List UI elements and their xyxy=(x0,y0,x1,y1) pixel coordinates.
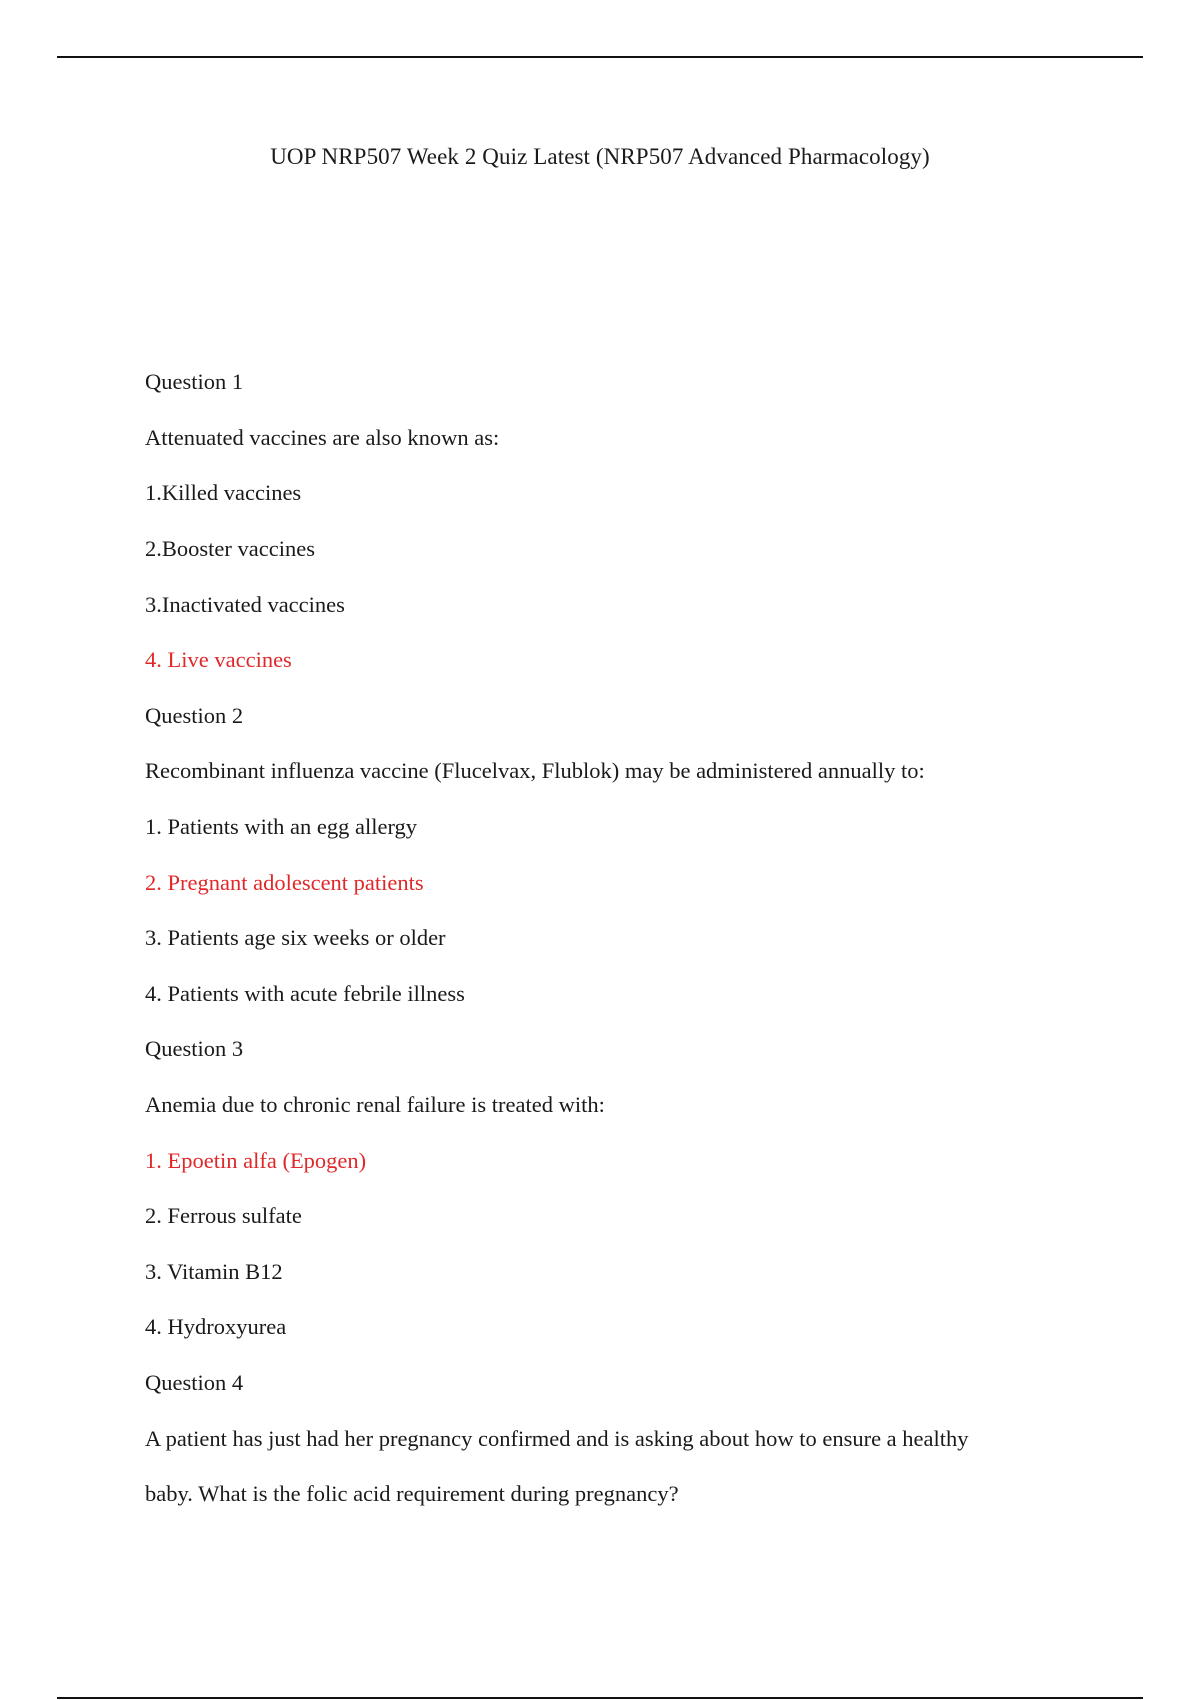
question-2-heading: Question 2 xyxy=(145,703,244,728)
question-2-option-1: 1. Patients with an egg allergy xyxy=(145,814,418,839)
question-3-heading: Question 3 xyxy=(145,1036,244,1061)
question-1-prompt: Attenuated vaccines are also known as: xyxy=(145,425,500,450)
question-3-option-1-answer: 1. Epoetin alfa (Epogen) xyxy=(145,1148,367,1173)
top-rule xyxy=(57,56,1143,58)
question-1-option-3: 3.Inactivated vaccines xyxy=(145,592,345,617)
question-3-prompt: Anemia due to chronic renal failure is treated with: xyxy=(145,1092,605,1117)
question-2-prompt: Recombinant influenza vaccine (Flucelvax, Flublok) may be administered annually to: xyxy=(145,758,925,783)
question-4-heading: Question 4 xyxy=(145,1370,244,1395)
question-2-option-4: 4. Patients with acute febrile illness xyxy=(145,981,465,1006)
question-3-option-4: 4. Hydroxyurea xyxy=(145,1314,287,1339)
question-2-option-2-answer: 2. Pregnant adolescent patients xyxy=(145,870,424,895)
question-1-option-4-answer: 4. Live vaccines xyxy=(145,647,292,672)
question-2-option-3: 3. Patients age six weeks or older xyxy=(145,925,446,950)
question-1-heading: Question 1 xyxy=(145,369,244,394)
question-3-option-3: 3. Vitamin B12 xyxy=(145,1259,283,1284)
document-title: UOP NRP507 Week 2 Quiz Latest (NRP507 Advanced Pharmacology) xyxy=(270,144,930,169)
question-3-option-2: 2. Ferrous sulfate xyxy=(145,1203,302,1228)
question-4-prompt-line-2: baby. What is the folic acid requirement during pregnancy? xyxy=(145,1481,679,1506)
question-4-prompt-line-1: A patient has just had her pregnancy confirmed and is asking about how to ensure a healthy xyxy=(145,1426,969,1451)
question-1-option-2: 2.Booster vaccines xyxy=(145,536,315,561)
question-1-option-1: 1.Killed vaccines xyxy=(145,480,302,505)
bottom-rule xyxy=(57,1697,1143,1699)
